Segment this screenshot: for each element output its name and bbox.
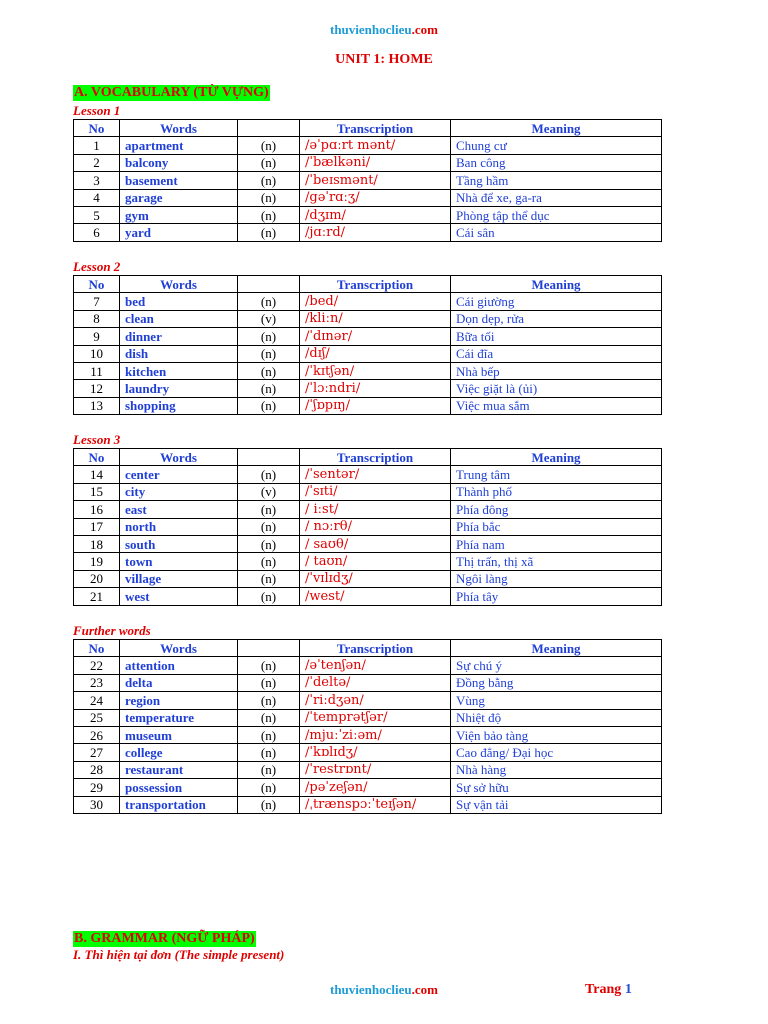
table-row xyxy=(74,744,662,761)
cell-meaning: Sự vận tải xyxy=(451,796,662,813)
cell-meaning: Tầng hầm xyxy=(451,172,662,189)
cell-pos: (n) xyxy=(238,362,300,379)
cell-word: center xyxy=(120,466,238,483)
cell-pos: (n) xyxy=(238,761,300,778)
cell-no: 17 xyxy=(74,518,120,535)
cell-no: 8 xyxy=(74,310,120,327)
vocab-table-lesson-1 xyxy=(73,119,662,242)
table-row xyxy=(74,779,662,796)
cell-transcription: /ˈʃɒpɪŋ/ xyxy=(300,397,451,414)
site-domain: .com xyxy=(411,982,438,997)
col-header-meaning: Meaning xyxy=(451,640,662,657)
cell-no: 22 xyxy=(74,657,120,674)
cell-meaning: Nhà bếp xyxy=(451,362,662,379)
cell-no: 24 xyxy=(74,692,120,709)
table-header-row xyxy=(74,120,662,137)
cell-meaning: Ngôi làng xyxy=(451,570,662,587)
cell-transcription: /gəˈrɑːʒ/ xyxy=(300,189,451,206)
table-row xyxy=(74,588,662,605)
table-row xyxy=(74,362,662,379)
cell-word: museum xyxy=(120,726,238,743)
cell-transcription: /ˈvɪlɪdʒ/ xyxy=(300,570,451,587)
cell-transcription: /dʒɪm/ xyxy=(300,206,451,223)
cell-meaning: Nhà để xe, ga-ra xyxy=(451,189,662,206)
cell-word: basement xyxy=(120,172,238,189)
cell-no: 11 xyxy=(74,362,120,379)
cell-no: 10 xyxy=(74,345,120,362)
cell-word: kitchen xyxy=(120,362,238,379)
cell-pos: (n) xyxy=(238,709,300,726)
cell-no: 5 xyxy=(74,206,120,223)
cell-transcription: /dɪʃ/ xyxy=(300,345,451,362)
cell-no: 20 xyxy=(74,570,120,587)
cell-no: 28 xyxy=(74,761,120,778)
unit-title: UNIT 1: HOME xyxy=(335,52,433,67)
cell-transcription: / iːst/ xyxy=(300,501,451,518)
table-row xyxy=(74,224,662,241)
table-row xyxy=(74,397,662,414)
cell-pos: (n) xyxy=(238,535,300,552)
cell-pos: (n) xyxy=(238,726,300,743)
cell-no: 26 xyxy=(74,726,120,743)
cell-no: 18 xyxy=(74,535,120,552)
cell-no: 16 xyxy=(74,501,120,518)
cell-meaning: Thị trấn, thị xã xyxy=(451,553,662,570)
cell-word: village xyxy=(120,570,238,587)
cell-transcription: /ˈlɔːndri/ xyxy=(300,380,451,397)
table-header-row xyxy=(74,449,662,466)
vocab-table-lesson-2 xyxy=(73,275,662,415)
cell-word: temperature xyxy=(120,709,238,726)
cell-word: yard xyxy=(120,224,238,241)
col-header-words: Words xyxy=(120,449,238,466)
cell-meaning: Trung tâm xyxy=(451,466,662,483)
table-row xyxy=(74,172,662,189)
cell-transcription: / nɔːrθ/ xyxy=(300,518,451,535)
cell-word: apartment xyxy=(120,137,238,154)
cell-no: 25 xyxy=(74,709,120,726)
table-row xyxy=(74,709,662,726)
col-header-no: No xyxy=(74,449,120,466)
table-row xyxy=(74,466,662,483)
cell-transcription: /ˈsɪti/ xyxy=(300,483,451,500)
page-label: Trang xyxy=(585,982,622,997)
cell-transcription: /ˌtrænspɔːˈteɪʃən/ xyxy=(300,796,451,813)
cell-meaning: Cao đẳng/ Đại học xyxy=(451,744,662,761)
table-row xyxy=(74,761,662,778)
col-header-transcription: Transcription xyxy=(300,449,451,466)
cell-meaning: Chung cư xyxy=(451,137,662,154)
lesson-label: Lesson 3 xyxy=(73,432,121,447)
table-row xyxy=(74,674,662,691)
cell-meaning: Phía nam xyxy=(451,535,662,552)
cell-no: 2 xyxy=(74,154,120,171)
cell-word: restaurant xyxy=(120,761,238,778)
cell-transcription: /jɑːrd/ xyxy=(300,224,451,241)
cell-no: 19 xyxy=(74,553,120,570)
cell-transcription: /kliːn/ xyxy=(300,310,451,327)
col-header-no: No xyxy=(74,120,120,137)
cell-pos: (n) xyxy=(238,588,300,605)
table-row xyxy=(74,189,662,206)
cell-no: 12 xyxy=(74,380,120,397)
cell-meaning: Viện bảo tàng xyxy=(451,726,662,743)
cell-no: 7 xyxy=(74,293,120,310)
cell-word: delta xyxy=(120,674,238,691)
table-row xyxy=(74,206,662,223)
table-row xyxy=(74,796,662,813)
cell-pos: (n) xyxy=(238,137,300,154)
lesson-label: Lesson 2 xyxy=(73,259,121,274)
cell-word: city xyxy=(120,483,238,500)
cell-pos: (n) xyxy=(238,293,300,310)
cell-no: 1 xyxy=(74,137,120,154)
table-row xyxy=(74,483,662,500)
cell-pos: (n) xyxy=(238,172,300,189)
col-header-transcription: Transcription xyxy=(300,640,451,657)
cell-meaning: Sự sở hữu xyxy=(451,779,662,796)
grammar-subheading: I. Thì hiện tại đơn (The simple present) xyxy=(73,947,285,962)
col-header-words: Words xyxy=(120,640,238,657)
cell-word: west xyxy=(120,588,238,605)
table-row xyxy=(74,570,662,587)
cell-pos: (n) xyxy=(238,345,300,362)
cell-transcription: /bed/ xyxy=(300,293,451,310)
cell-pos: (n) xyxy=(238,154,300,171)
cell-pos: (n) xyxy=(238,501,300,518)
section-b-heading: B. GRAMMAR (NGỮ PHÁP) xyxy=(74,931,255,946)
col-header-pos xyxy=(238,120,300,137)
site-domain: .com xyxy=(411,22,438,37)
cell-meaning: Việc mua sắm xyxy=(451,397,662,414)
table-header-row xyxy=(74,640,662,657)
cell-transcription: /ˈkɪtʃən/ xyxy=(300,362,451,379)
cell-word: town xyxy=(120,553,238,570)
cell-no: 29 xyxy=(74,779,120,796)
cell-transcription: /ˈsentər/ xyxy=(300,466,451,483)
table-row xyxy=(74,535,662,552)
cell-meaning: Dọn dẹp, rửa xyxy=(451,310,662,327)
cell-no: 15 xyxy=(74,483,120,500)
cell-no: 14 xyxy=(74,466,120,483)
cell-transcription: /ˈbeɪsmənt/ xyxy=(300,172,451,189)
table-row xyxy=(74,380,662,397)
cell-pos: (v) xyxy=(238,310,300,327)
page-number-value: 1 xyxy=(624,982,632,997)
table-row xyxy=(74,518,662,535)
cell-no: 23 xyxy=(74,674,120,691)
col-header-transcription: Transcription xyxy=(300,120,451,137)
cell-transcription: /ˈbælkəni/ xyxy=(300,154,451,171)
cell-pos: (n) xyxy=(238,380,300,397)
cell-transcription: /mjuːˈziːəm/ xyxy=(300,726,451,743)
cell-meaning: Nhiệt độ xyxy=(451,709,662,726)
cell-no: 9 xyxy=(74,328,120,345)
col-header-meaning: Meaning xyxy=(451,120,662,137)
col-header-transcription: Transcription xyxy=(300,276,451,293)
cell-meaning: Phía bắc xyxy=(451,518,662,535)
cell-word: east xyxy=(120,501,238,518)
col-header-pos xyxy=(238,449,300,466)
cell-transcription: /ˈdɪnər/ xyxy=(300,328,451,345)
cell-word: gym xyxy=(120,206,238,223)
cell-meaning: Phía đông xyxy=(451,501,662,518)
cell-meaning: Phía tây xyxy=(451,588,662,605)
cell-meaning: Thành phố xyxy=(451,483,662,500)
cell-no: 6 xyxy=(74,224,120,241)
col-header-no: No xyxy=(74,640,120,657)
cell-pos: (n) xyxy=(238,796,300,813)
cell-word: dinner xyxy=(120,328,238,345)
table-row xyxy=(74,501,662,518)
cell-pos: (n) xyxy=(238,657,300,674)
vocab-table-further-words xyxy=(73,639,662,814)
cell-no: 13 xyxy=(74,397,120,414)
cell-word: laundry xyxy=(120,380,238,397)
site-header xyxy=(0,22,768,38)
cell-word: possession xyxy=(120,779,238,796)
cell-word: south xyxy=(120,535,238,552)
cell-pos: (n) xyxy=(238,692,300,709)
cell-meaning: Sự chú ý xyxy=(451,657,662,674)
table-row xyxy=(74,692,662,709)
cell-word: region xyxy=(120,692,238,709)
cell-word: north xyxy=(120,518,238,535)
cell-no: 30 xyxy=(74,796,120,813)
cell-word: shopping xyxy=(120,397,238,414)
cell-meaning: Việc giặt là (ủi) xyxy=(451,380,662,397)
cell-pos: (n) xyxy=(238,224,300,241)
table-row xyxy=(74,345,662,362)
cell-pos: (n) xyxy=(238,189,300,206)
cell-pos: (n) xyxy=(238,206,300,223)
table-row xyxy=(74,137,662,154)
col-header-words: Words xyxy=(120,120,238,137)
cell-no: 27 xyxy=(74,744,120,761)
cell-transcription: / saʊθ/ xyxy=(300,535,451,552)
table-row xyxy=(74,328,662,345)
cell-word: bed xyxy=(120,293,238,310)
cell-transcription: / taʊn/ xyxy=(300,553,451,570)
cell-word: garage xyxy=(120,189,238,206)
col-header-words: Words xyxy=(120,276,238,293)
cell-transcription: /ˈtemprətʃər/ xyxy=(300,709,451,726)
cell-word: balcony xyxy=(120,154,238,171)
table-row xyxy=(74,657,662,674)
table-header-row xyxy=(74,276,662,293)
cell-no: 3 xyxy=(74,172,120,189)
table-row xyxy=(74,310,662,327)
col-header-meaning: Meaning xyxy=(451,449,662,466)
site-footer xyxy=(0,982,768,998)
cell-meaning: Cái đĩa xyxy=(451,345,662,362)
col-header-no: No xyxy=(74,276,120,293)
cell-transcription: /ˈriːdʒən/ xyxy=(300,692,451,709)
cell-word: clean xyxy=(120,310,238,327)
cell-transcription: /əˈpɑːrt mənt/ xyxy=(300,137,451,154)
col-header-meaning: Meaning xyxy=(451,276,662,293)
cell-no: 21 xyxy=(74,588,120,605)
col-header-pos xyxy=(238,276,300,293)
cell-pos: (v) xyxy=(238,483,300,500)
cell-meaning: Cái giường xyxy=(451,293,662,310)
lesson-label: Lesson 1 xyxy=(73,103,121,118)
cell-meaning: Bữa tối xyxy=(451,328,662,345)
cell-meaning: Ban công xyxy=(451,154,662,171)
lesson-label: Further words xyxy=(73,623,151,638)
table-row xyxy=(74,553,662,570)
cell-pos: (n) xyxy=(238,744,300,761)
cell-transcription: /əˈtenʃən/ xyxy=(300,657,451,674)
table-row xyxy=(74,154,662,171)
cell-pos: (n) xyxy=(238,466,300,483)
cell-transcription: /west/ xyxy=(300,588,451,605)
cell-meaning: Đồng bằng xyxy=(451,674,662,691)
cell-pos: (n) xyxy=(238,328,300,345)
cell-pos: (n) xyxy=(238,518,300,535)
cell-meaning: Nhà hàng xyxy=(451,761,662,778)
page-number xyxy=(585,982,632,998)
cell-pos: (n) xyxy=(238,674,300,691)
table-row xyxy=(74,726,662,743)
cell-transcription: /ˈkɒlɪdʒ/ xyxy=(300,744,451,761)
cell-word: transportation xyxy=(120,796,238,813)
cell-pos: (n) xyxy=(238,397,300,414)
site-name: thuvienhoclieu xyxy=(330,982,412,997)
cell-transcription: /ˈdeltə/ xyxy=(300,674,451,691)
cell-transcription: /ˈrestrɒnt/ xyxy=(300,761,451,778)
cell-meaning: Phòng tập thể dục xyxy=(451,206,662,223)
cell-meaning: Cái sân xyxy=(451,224,662,241)
cell-no: 4 xyxy=(74,189,120,206)
cell-word: attention xyxy=(120,657,238,674)
table-row xyxy=(74,293,662,310)
cell-pos: (n) xyxy=(238,553,300,570)
site-name: thuvienhoclieu xyxy=(330,22,412,37)
col-header-pos xyxy=(238,640,300,657)
cell-pos: (n) xyxy=(238,570,300,587)
cell-word: dish xyxy=(120,345,238,362)
cell-meaning: Vùng xyxy=(451,692,662,709)
cell-transcription: /pəˈzeʃən/ xyxy=(300,779,451,796)
vocab-table-lesson-3 xyxy=(73,448,662,606)
cell-word: college xyxy=(120,744,238,761)
cell-pos: (n) xyxy=(238,779,300,796)
section-a-heading: A. VOCABULARY (TỪ VỰNG) xyxy=(74,85,269,100)
